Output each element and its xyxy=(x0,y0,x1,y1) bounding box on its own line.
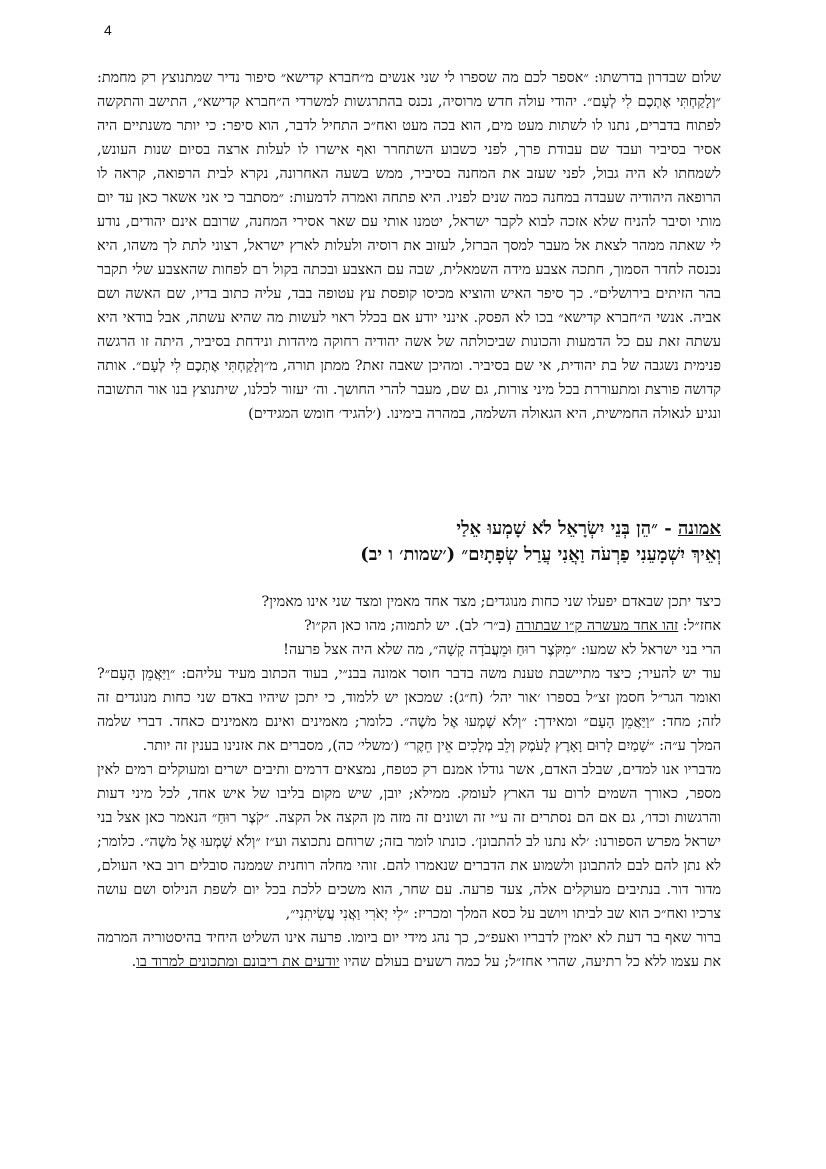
question-line-2: הרי בני ישראל לא שמעו: ״מִקֹּצֶר רוּחַ וּמֵעֲבֹדָה קָשָׁה״, מה שלא היה אצל פרעה! xyxy=(283,642,721,658)
question-line: כיצד יתכן שבאדם יפעלו שני כחות מנוגדים; מצד אחד מאמין ומצד שני אינו מאמין? xyxy=(261,594,721,610)
story-text: שלום שבדרון בדרשתו: ״אספר לכם מה שספרו לי שני אנשים מ״חברא קדישא״ סיפור נדיר שמתנוצץ רק מחמת: ״וְלָקַחְתִּי אֶתְכֶם לִי לְעָם״. יהודי עולה חדש מרוסיה, נכנס בהתרגשות למשרדי ה״חברא קדישא״, התישב והתקשה לפתוח בדברים, נתנו לו לשתות מעט מים, הוא בכה מעט ואח״כ התחיל לדבר, הוא סיפר: כי יותר משנתיים היה אסיר בסיביר ועבד שם עבודת פרך, לפני כשבוע השתחרר ואף אישרו לו לעלות ארצה בסיום שנות העונש, לשמחתו לא היה גבול, לפני שעזב את המחנה בסיביר, ממש בשעה האחרונה, נקרא לבית הרפואה, קראה לו הרופאה היהודיה שעבדה במחנה כמה שנים לפניו. היא פתחה ואמרה לדמעות: ״מסתבר כי אני אשאר כאן עד יום מותי וסיבר להניח שלא אזכה לבוא לקבר ישראל, יטמנו אותי עם שאר אסירי המחנה, שרובם אינם יהודים, נודע לי שאתה ממהר לצאת אל מעבר למסך הברזל, לעזוב את רוסיה ולעלות לארץ ישראל, רצוני לתת לך משהו, היא נכנסה לחדר הסמוך, חתכה אצבע מידה השמאלית, שבה עם האצבע ובכתה בקול רם לפחות שהאצבע שלי תקבר בהר הזיתים בירושלים״. כך סיפר האיש והוציא מכיסו קופסת עץ עטופה בבד, עליה כתוב בדיו, שם האשה ושם אביה. אנשי ה״חברא קדישא״ בכו לא הפסק. אינני יודע אם בכלל ראוי לעשות מה שהיא עשתה, אבל בודאי היא עשתה זאת עם כל הדמעות והכונות שביכולתה של אשה יהודיה רחוקה מיהדות ונידחת בסיביר, היתה זו הרגשה פנימית נשגבה של בת יהודית, אי שם בסיביר. ומהיכן שאבה זאת? ממתן תורה, מ״וְלָקַחְתִּי אֶתְכֶם לִי לְעָם״. אותה קדושה פורצת ומתעוררת בכל מיני צורות, גם שם, מעבר להרי החושך. וה׳ יעזור לכלנו, שיתנוצץ בנו אור התשובה ונגיע לגאולה החמישית, היא הגאולה השלמה, במהרה בימינו. (׳להגיד׳ חומש המגידים) xyxy=(97,70,721,422)
pharaoh-end: . xyxy=(131,954,137,970)
section-title-keyword: אמונה xyxy=(677,518,721,539)
chazal-prefix: אחז״ל: xyxy=(678,618,721,634)
pharaoh-text: ברור שאף בר דעת לא יאמין לדבריו ואעפ״כ, כך נהג מידי יום ביומו. פרעה אינו השליט היחיד בהיסטוריה המרמה את עצמו ללא כל רתיעה, שהרי אחז״ל; על כמה רשעים בעולם שהיו xyxy=(97,930,721,970)
pharaoh-underlined: יודעים את ריבונם ומתכונים למרוד בו xyxy=(136,954,340,970)
pharaoh-paragraph xyxy=(97,926,721,974)
section-title-line-2: וְאֵיךְ יִשְׁמָעֵנִי פַרְעֹה וַאֲנִי עֲרַל שְׂפָתָיִם״ (׳שמות׳ ו יב) xyxy=(360,544,721,565)
section-title-quote: - ״הֵן בְּנֵי יִשְׂרָאֵל לֹא שָׁמְעוּ אֵלַי xyxy=(456,518,678,539)
page-number: 4 xyxy=(104,22,112,38)
heart-paragraph: מדבריו אנו למדים, שבלב האדם, אשר גודלו אמנם רק כטפח, נמצאים דרמים ותיבים ישרים ומעוקלים רמים לאין מספר, כאורך השמים לרום עד הארץ לעומק. ממילא; יובן, שיש מקום בליבו של איש אחד, לכל מיני דעות והרגשות וכדו׳, גם אם הם נסתרים זה ע״י זה ושונים זה מזה מן הקצה אל הקצה. ״קֹצֶר רוּחַ״ הנאמר כאן אצל בני ישראל מפרש הספורנו: ׳לא נתנו לב להתבונן׳. כונתו לומר בזה; שרוחם נתכוצה וע״ז ״וְלֹא שָׁמְעוּ אֶל מֹשֶׁה״. כלומר; לא נתן להם לבם להתבונן ולשמוע את הדברים שנאמרו להם. זוהי מחלה רוחנית שממנה סובלים רוב באי העולם, מדור דור. בנתיבים מעוקלים אלה, צעד פרעה. עם שחר, הוא משכים ללכת בכל יום לשפת הנילוס ושם עושה צרכיו ואח״כ הוא שב לביתו ויושב על כסא המלך ומכריז: ״לִי יְאֹרִי וַאֲנִי עֲשִׂיתִנִי״, xyxy=(97,762,721,922)
section-title xyxy=(97,516,721,568)
chazal-line xyxy=(97,614,721,638)
story-paragraph xyxy=(97,66,721,426)
chazal-quote: זהו אחד מעשרה ק״ו שבתורה xyxy=(515,618,679,634)
section-body xyxy=(97,590,721,974)
section-title-line-1 xyxy=(97,516,721,542)
chazal-suffix: (ב״ר׳ לב). יש לתמוה; מהו כאן הק״ו? xyxy=(304,618,516,634)
explanation-paragraph: עוד יש להעיר; כיצד מתיישבת טענת משה בדבר חוסר אמונה בבנ״י, בעוד הכתוב מעיד עליהם: ״וַיַּאֲמֵן הָעָם״? ואומר הגר״ל חסמן זצ״ל בספרו ׳אור יהל׳ (ח״ג): שמכאן יש ללמוד, כי יתכן שיהיו באדם שני כחות מנוגדים זה לזה; מחד: ״וַיַּאֲמֵן הָעָם״ ומאידך: ״וְלֹא שָׁמְעוּ אֶל מֹשֶׁה״. כלומר; מאמינים ואינם מאמינים כאחד. דברי שלמה המלך ע״ה: ״שָׁמַיִם לָרוּם וָאָרֶץ לָעֹמֶק וְלֵב מְלָכִים אֵין חֵקֶר״ (׳משלי׳ כה), מסברים את אזנינו בענין זה יותר. xyxy=(97,666,721,754)
